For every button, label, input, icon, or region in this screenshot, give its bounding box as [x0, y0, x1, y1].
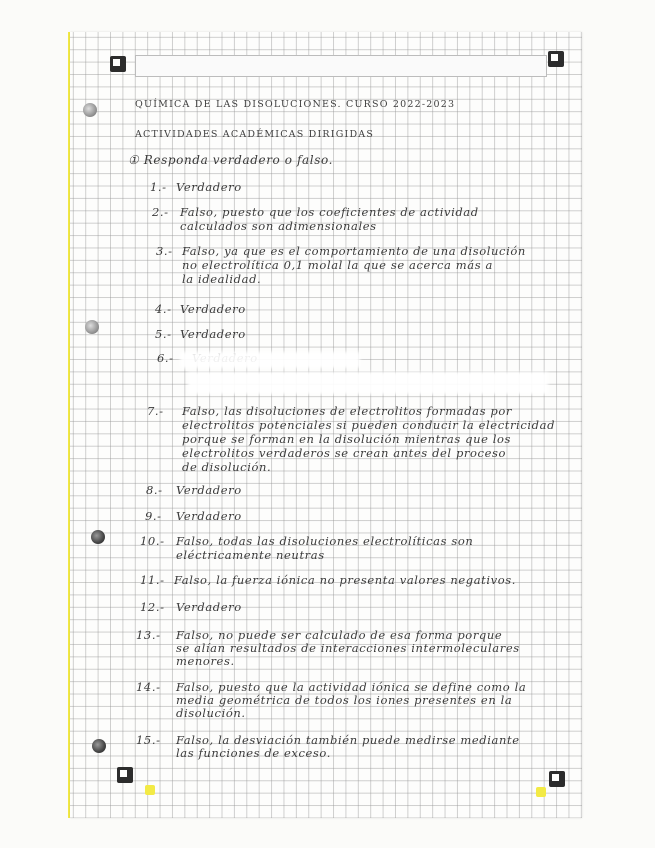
answer-text-line: la idealidad.: [182, 272, 262, 286]
yellow-mark: [145, 785, 155, 795]
question-heading: ① Responda verdadero o falso.: [128, 153, 334, 167]
answer-text-line: Verdadero: [180, 327, 246, 341]
answer-text-line: Falso, puesto que la actividad iónica se define como la: [176, 680, 527, 694]
yellow-mark: [536, 787, 546, 797]
answer-text-line: Falso, no puede ser calculado de esa forma porque: [176, 628, 503, 642]
binder-hole: [92, 739, 106, 753]
binder-hole: [83, 103, 97, 117]
answer-text-line: las funciones de exceso.: [176, 746, 332, 760]
redacted-area: [188, 372, 548, 394]
answer-text-line: Falso, la fuerza iónica no presenta valores negativos.: [174, 573, 517, 587]
answer-text-line: Verdadero: [176, 483, 242, 497]
answer-text-line: Falso, la desviación también puede medirse mediante: [176, 733, 520, 747]
corner-marker-bottom-right: [549, 771, 565, 787]
answer-number: 1.-: [150, 180, 167, 194]
answer-number: 3.-: [156, 244, 173, 258]
answer-text-line: media geométrica de todos los iones presentes en la: [176, 693, 513, 707]
page-subtitle: ACTIVIDADES ACADÉMICAS DIRIGIDAS: [135, 129, 375, 140]
answer-number: 2.-: [152, 205, 169, 219]
corner-marker-top-right: [548, 51, 564, 67]
answer-number: 14.-: [136, 680, 161, 694]
answer-text-line: Falso, las disoluciones de electrolitos formadas por: [182, 404, 512, 418]
answer-text-line: de disolución.: [182, 460, 272, 474]
answer-text-line: electrolitos verdaderos se crean antes del proceso: [182, 446, 507, 460]
binder-hole: [85, 320, 99, 334]
answer-number: 7.-: [147, 404, 164, 418]
answer-text-line: Verdadero: [176, 180, 242, 194]
answer-text-line: Falso, todas las disoluciones electrolíticas son: [176, 534, 474, 548]
answer-number: 6.-: [157, 351, 174, 365]
answer-text-line: calculados son adimensionales: [180, 219, 377, 233]
answer-text-line: se alían resultados de interacciones intermoleculares: [176, 641, 520, 655]
answer-text-line: disolución.: [176, 706, 246, 720]
corner-marker-bottom-left: [117, 767, 133, 783]
answer-number: 12.-: [140, 600, 165, 614]
answer-number: 11.-: [140, 573, 165, 587]
answer-text-line: Verdadero: [180, 302, 246, 316]
answer-number: 10.-: [140, 534, 165, 548]
page-title: QUÍMICA DE LAS DISOLUCIONES. CURSO 2022-2023: [135, 99, 456, 110]
redacted-area: [180, 352, 360, 368]
header-box: [135, 55, 547, 77]
answer-text-line: no electrolítica 0,1 molal la que se acerca más a: [182, 258, 493, 272]
answer-text-line: Falso, puesto que los coeficientes de actividad: [180, 205, 479, 219]
answer-text-line: Verdadero: [176, 509, 242, 523]
answer-number: 13.-: [136, 628, 161, 642]
answer-number: 9.-: [145, 509, 162, 523]
answer-text-line: Falso, ya que es el comportamiento de una disolución: [182, 244, 526, 258]
answer-number: 15.-: [136, 733, 161, 747]
binder-hole: [91, 530, 105, 544]
answer-number: 4.-: [155, 302, 172, 316]
answer-text-line: eléctricamente neutras: [176, 548, 325, 562]
answer-text-line: Verdadero: [176, 600, 242, 614]
answer-text-line: electrolitos potenciales si pueden conducir la electricidad: [182, 418, 556, 432]
answer-text-line: menores.: [176, 654, 235, 668]
answer-text-line: porque se forman en la disolución mientras que los: [182, 432, 512, 446]
corner-marker-top-left: [110, 56, 126, 72]
answer-number: 8.-: [146, 483, 163, 497]
answer-number: 5.-: [155, 327, 172, 341]
